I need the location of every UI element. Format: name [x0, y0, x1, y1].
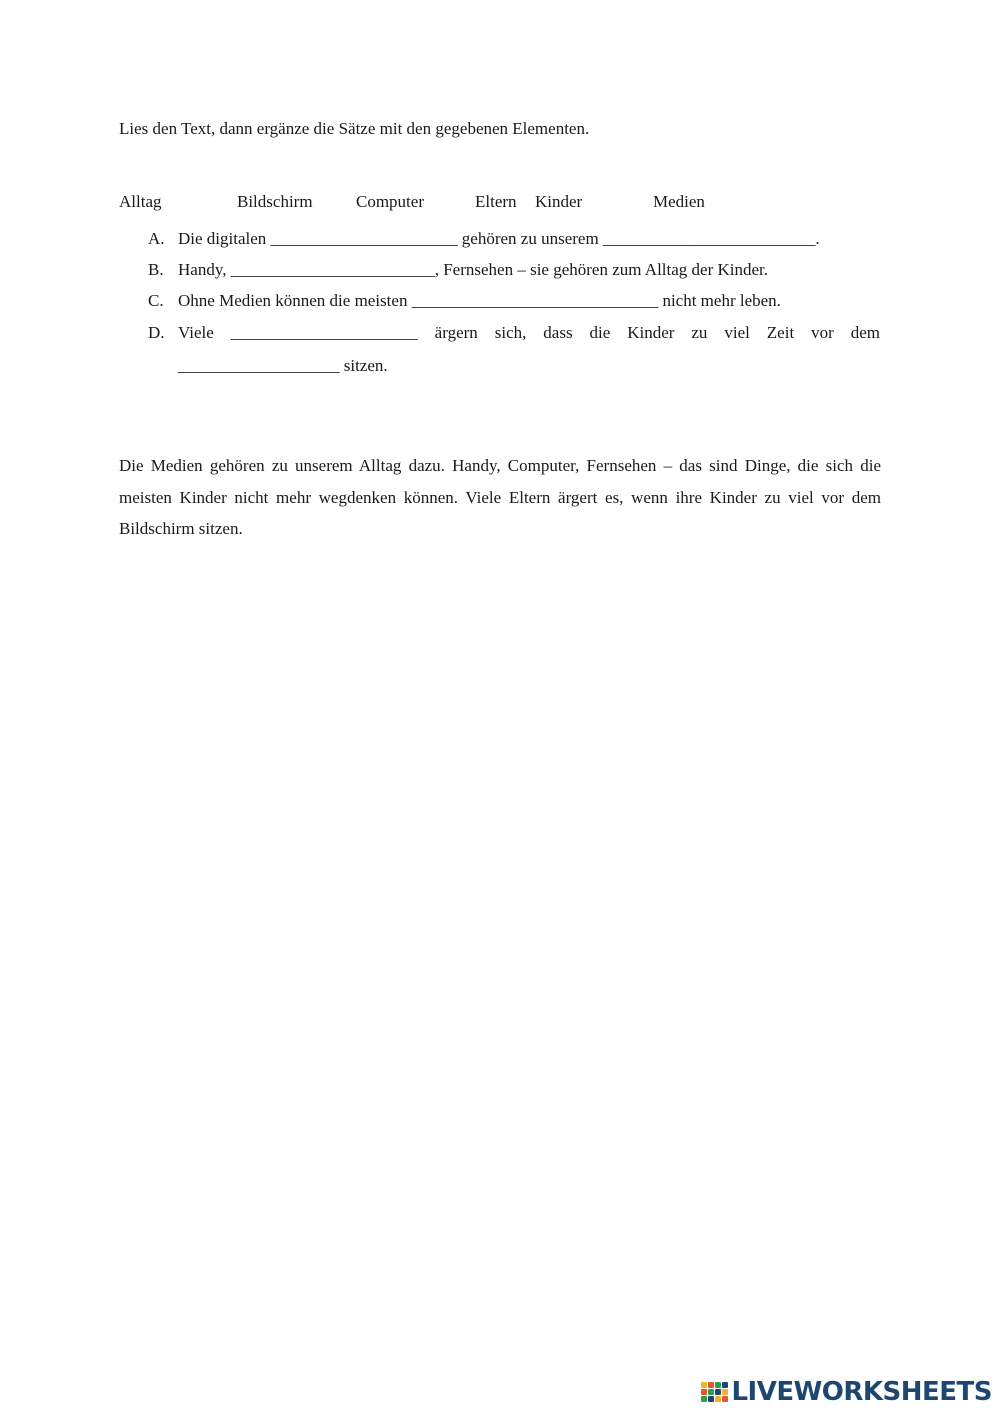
logo-grid-cell — [722, 1396, 728, 1402]
item-letter: C. — [148, 291, 164, 310]
logo-grid-cell — [701, 1389, 707, 1395]
exercise-item: Ohne Medien können die meisten _____________________________ nicht mehr leben. — [178, 291, 781, 310]
word-bank-item: Medien — [653, 192, 705, 211]
logo-grid-cell — [722, 1382, 728, 1388]
exercise-item: Viele ______________________ ärgern sich, dass die Kinder zu viel Zeit vor dem — [178, 323, 880, 342]
logo-grid-cell — [708, 1389, 714, 1395]
logo-grid-cell — [722, 1389, 728, 1395]
exercise-item-continuation: ___________________ sitzen. — [178, 356, 388, 375]
item-letter: D. — [148, 323, 165, 342]
logo-grid-cell — [708, 1396, 714, 1402]
exercise-item: Die digitalen ______________________ gehören zu unserem _________________________. — [178, 229, 820, 248]
word-bank-item: Eltern — [475, 192, 517, 211]
word-bank-item: Kinder — [535, 192, 583, 211]
instruction: Lies den Text, dann ergänze die Sätze mit den gegebenen Elementen. — [119, 119, 590, 138]
word-bank-item: Computer — [356, 192, 424, 211]
word-bank-item: Alltag — [119, 192, 162, 211]
logo-grid-cell — [715, 1396, 721, 1402]
logo-grid-cell — [701, 1396, 707, 1402]
item-letter: B. — [148, 260, 164, 279]
liveworksheets-logo — [701, 1377, 992, 1407]
word-bank-item: Bildschirm — [237, 192, 313, 211]
logo-grid-cell — [701, 1382, 707, 1388]
logo-grid-icon — [701, 1382, 728, 1402]
logo-grid-cell — [708, 1382, 714, 1388]
logo-grid-cell — [715, 1389, 721, 1395]
reading-text: Die Medien gehören zu unserem Alltag dazu. Handy, Computer, Fernsehen – das sind Dinge, die sich die meisten Kinder nicht mehr wegdenken können. Viele Eltern ärgert es, wenn ihre Kinder zu viel vor dem Bildschirm sitzen. — [119, 456, 881, 538]
exercise-item: Handy, ________________________, Fernsehen – sie gehören zum Alltag der Kinder. — [178, 260, 769, 279]
logo-text: LIVEWORKSHEETS — [731, 1377, 992, 1407]
item-letter: A. — [148, 229, 165, 248]
logo-grid-cell — [715, 1382, 721, 1388]
